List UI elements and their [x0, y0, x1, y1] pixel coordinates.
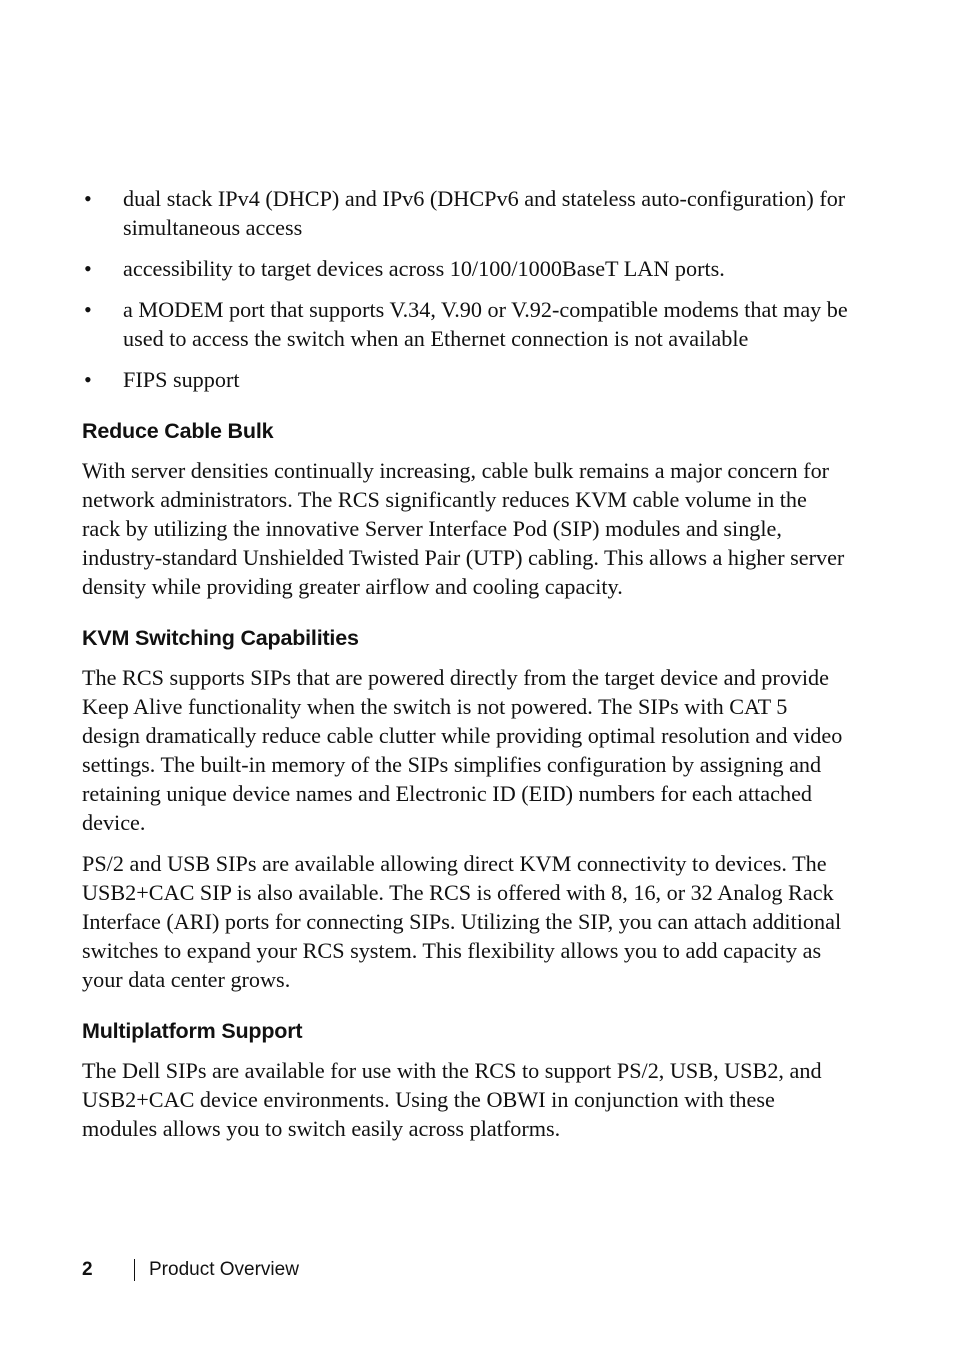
list-item-text: a MODEM port that supports V.34, V.90 or V.92-compatible modems that may be used to access the switch when an Ethernet connection is not available — [123, 297, 848, 351]
page-number: 2 — [82, 1259, 93, 1280]
section-paragraph: The RCS supports SIPs that are powered directly from the target device and provide Keep Alive functionality when the switch is not powered. The SIPs with CAT 5 design dramatically reduce cable clutter while providing optimal resolution and video settings. The built-in memory of the SIPs simplifies configuration by assigning and retaining unique device names and Electronic ID (EID) numbers for each attached device. — [82, 665, 843, 835]
page-footer — [82, 1258, 299, 1282]
list-item-text: FIPS support — [123, 367, 240, 392]
bullet-icon: • — [84, 367, 92, 392]
list-item — [82, 295, 850, 353]
section-paragraph: With server densities continually increasing, cable bulk remains a major concern for network administrators. The RCS significantly reduces KVM cable volume in the rack by utilizing the innovative Server Interface Pod (SIP) modules and single, industry-standard Unshielded Twisted Pair (UTP) cabling. This allows a higher server density while providing greater airflow and cooling capacity. — [82, 458, 845, 599]
bullet-icon: • — [84, 256, 92, 281]
footer-divider — [134, 1259, 135, 1281]
bullet-icon: • — [84, 186, 92, 211]
footer-section-title: Product Overview — [149, 1259, 299, 1280]
list-item — [82, 254, 850, 283]
section-paragraph: The Dell SIPs are available for use with the RCS to support PS/2, USB, USB2, and USB2+CAC device environments. Using the OBWI in conjunction with these modules allows you to switch easily across platforms. — [82, 1058, 822, 1141]
section-heading-reduce-cable-bulk: Reduce Cable Bulk — [82, 419, 274, 443]
feature-list — [82, 184, 850, 394]
section-heading-multiplatform-support: Multiplatform Support — [82, 1019, 303, 1043]
section-heading-kvm-switching: KVM Switching Capabilities — [82, 626, 359, 650]
list-item-text: accessibility to target devices across 10/100/1000BaseT LAN ports. — [123, 256, 725, 281]
bullet-icon: • — [84, 297, 92, 322]
list-item-text: dual stack IPv4 (DHCP) and IPv6 (DHCPv6 and stateless auto-configuration) for simultaneous access — [123, 186, 846, 240]
list-item — [82, 184, 850, 242]
list-item — [82, 365, 850, 394]
section-paragraph: PS/2 and USB SIPs are available allowing direct KVM connectivity to devices. The USB2+CAC SIP is also available. The RCS is offered with 8, 16, or 32 Analog Rack Interface (ARI) ports for connecting SIPs. Utilizing the SIP, you can attach additional switches to expand your RCS system. This flexibility allows you to add capacity as your data center grows. — [82, 851, 842, 992]
page-content — [82, 184, 850, 1155]
